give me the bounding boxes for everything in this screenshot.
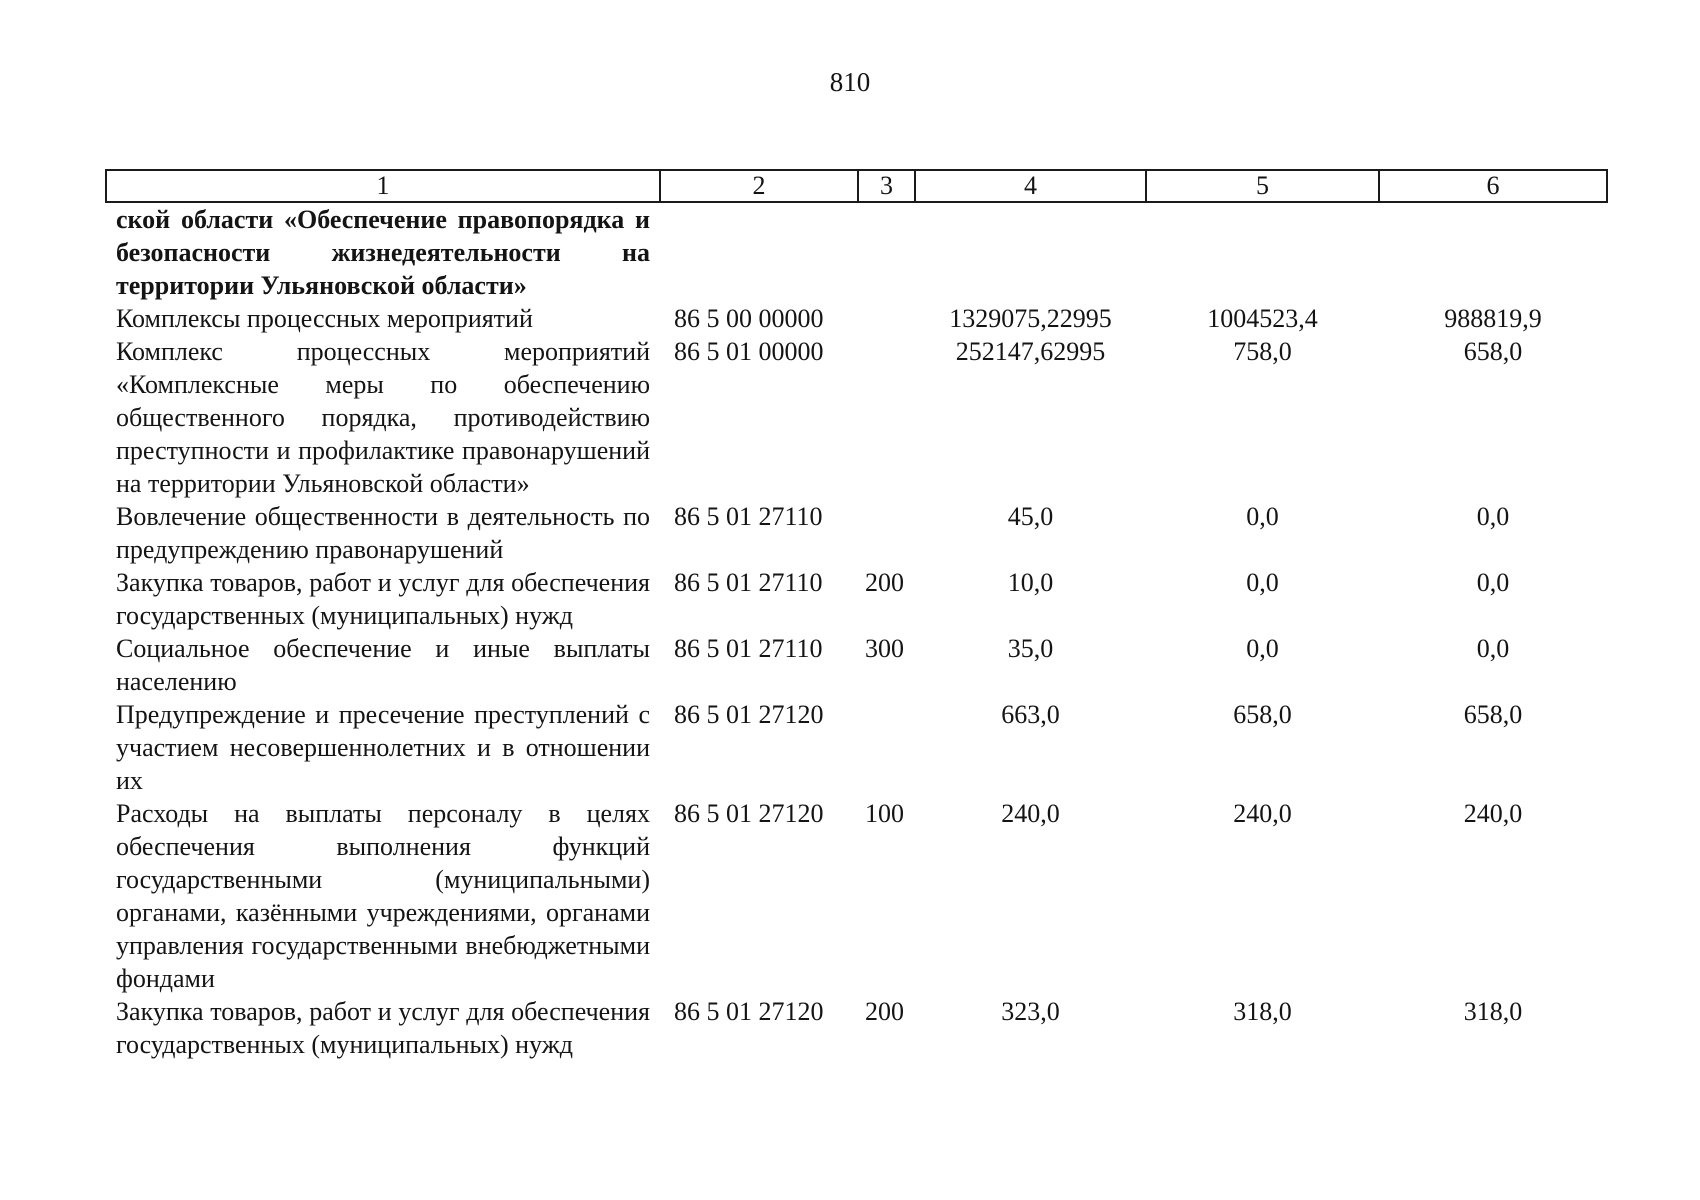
row-code: 86 5 00 00000: [674, 304, 824, 333]
row-name: ской области «Обеспечение правопорядка и безопасности жизнедеятельности на территории Ульяновской области»: [116, 205, 650, 300]
row-name: Комплекс процессных мероприятий «Комплексные меры по обеспечению общественного порядка, противодействию преступности и профилактике правонарушений на территории Ульяновской области»: [116, 337, 650, 498]
column-header-3: 3: [858, 170, 915, 202]
row-expense-type: [858, 698, 915, 797]
row-value-col5: 758,0: [1233, 337, 1292, 366]
row-value-col5: 0,0: [1246, 502, 1279, 531]
row-code: 86 5 01 27120: [674, 700, 824, 729]
row-value-col5: 240,0: [1233, 799, 1292, 828]
table-row: [106, 302, 1607, 335]
row-value-col6: 0,0: [1476, 634, 1510, 663]
table-row: [106, 698, 1607, 797]
row-value-col4: 1329075,22995: [949, 304, 1112, 333]
column-header-1: 1: [106, 170, 660, 202]
row-code: 86 5 01 27120: [674, 799, 824, 828]
row-expense-type: [858, 335, 915, 500]
row-value-col6: 658,0: [1463, 337, 1523, 366]
row-expense-type: 100: [865, 799, 904, 828]
row-value-col4: 252147,62995: [955, 337, 1106, 366]
row-expense-type: 300: [865, 634, 904, 663]
table-row: [106, 995, 1607, 1061]
row-code: 86 5 01 27120: [674, 997, 824, 1026]
column-header-2: 2: [660, 170, 858, 202]
row-code: 86 5 01 00000: [674, 337, 824, 366]
row-value-col6: 988819,9: [1444, 304, 1542, 333]
row-value-col6: [1379, 202, 1607, 302]
header-row: [106, 170, 1607, 202]
row-value-col6: 318,0: [1463, 997, 1523, 1026]
row-value-col5: 658,0: [1233, 700, 1292, 729]
budget-table: [105, 169, 1608, 1061]
row-name: Предупреждение и пресечение преступлений с участием несовершеннолетних и в отношении их: [116, 700, 650, 795]
row-value-col4: 240,0: [1001, 799, 1060, 828]
row-name: Закупка товаров, работ и услуг для обеспечения государственных (муниципальных) нужд: [116, 568, 650, 630]
row-expense-type: [858, 202, 915, 302]
row-name: Вовлечение общественности в деятельность по предупреждению правонарушений: [116, 502, 650, 564]
row-expense-type: 200: [865, 997, 904, 1026]
row-value-col6: 0,0: [1476, 502, 1510, 531]
row-name: Комплексы процессных мероприятий: [116, 304, 533, 333]
row-value-col4: 45,0: [1007, 502, 1054, 531]
row-name: Социальное обеспечение и иные выплаты населению: [116, 634, 650, 696]
page-number: 810: [829, 67, 871, 97]
row-value-col4: 663,0: [1001, 700, 1060, 729]
row-value-col5: 0,0: [1246, 568, 1279, 597]
table-row: [106, 797, 1607, 995]
table-row: [106, 500, 1607, 566]
row-value-col4: 323,0: [1001, 997, 1060, 1026]
table-row: [106, 632, 1607, 698]
table-row: [106, 566, 1607, 632]
table-row: [106, 335, 1607, 500]
row-value-col5: [1146, 202, 1379, 302]
row-value-col6: 0,0: [1476, 568, 1510, 597]
row-code: 86 5 01 27110: [674, 502, 823, 531]
row-expense-type: 200: [865, 568, 904, 597]
row-name: Расходы на выплаты персоналу в целях обеспечения выполнения функций государственными (муниципальными) органами, казёнными учреждениями, органами управления государственными внебюджетными фондами: [116, 799, 650, 993]
row-code: 86 5 01 27110: [674, 568, 823, 597]
row-name: Закупка товаров, работ и услуг для обеспечения государственных (муниципальных) нужд: [116, 997, 650, 1059]
row-expense-type: [858, 302, 915, 335]
row-code: [660, 202, 858, 302]
table-header: [106, 170, 1607, 202]
column-header-6: 6: [1379, 170, 1607, 202]
table-body: [106, 202, 1607, 1061]
row-value-col6: 658,0: [1463, 700, 1523, 729]
row-value-col4: [915, 202, 1146, 302]
row-value-col4: 10,0: [1007, 568, 1054, 597]
row-code: 86 5 01 27110: [674, 634, 823, 663]
row-value-col6: 240,0: [1463, 799, 1523, 828]
row-value-col5: 1004523,4: [1207, 304, 1318, 333]
row-value-col5: 318,0: [1233, 997, 1292, 1026]
column-header-5: 5: [1146, 170, 1379, 202]
column-header-4: 4: [915, 170, 1146, 202]
table-row: [106, 202, 1607, 302]
row-value-col5: 0,0: [1246, 634, 1279, 663]
row-value-col4: 35,0: [1007, 634, 1054, 663]
row-expense-type: [858, 500, 915, 566]
